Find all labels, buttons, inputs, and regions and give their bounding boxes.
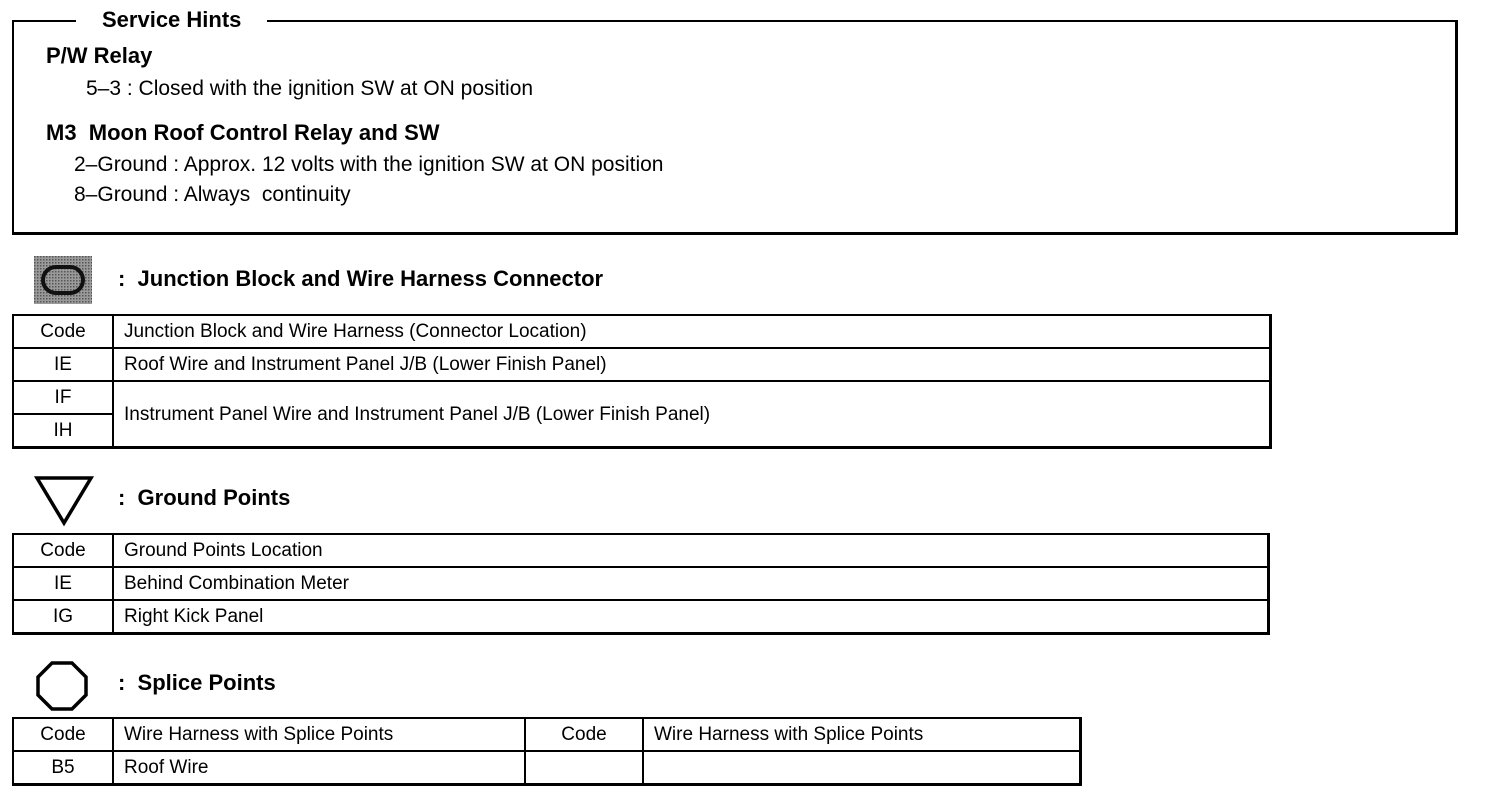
row-code: IE	[13, 567, 113, 600]
row-code-2	[525, 751, 643, 785]
splice-heading: : Splice Points	[118, 670, 276, 695]
junction-heading: : Junction Block and Wire Harness Connector	[118, 266, 604, 291]
table-header-row	[13, 718, 1081, 751]
row-location: Instrument Panel Wire and Instrument Panel J/B (Lower Finish Panel)	[113, 381, 1271, 448]
junction-block-icon	[34, 256, 92, 304]
splice-table	[12, 717, 1082, 786]
pw-relay-heading: P/W Relay	[46, 43, 153, 68]
m3-line-1: 2–Ground : Approx. 12 volts with the ignition SW at ON position	[74, 153, 664, 176]
junction-table	[12, 314, 1272, 449]
table-row	[13, 751, 1081, 785]
code-header-1: Code	[13, 718, 113, 751]
row-code-1: B5	[13, 751, 113, 785]
pw-relay-line-1: 5–3 : Closed with the ignition SW at ON position	[86, 77, 534, 100]
row-code: IF	[13, 381, 113, 414]
row-harness-2	[643, 751, 1081, 785]
table-row	[13, 381, 1271, 414]
row-code: IH	[13, 414, 113, 448]
code-header-2: Code	[525, 718, 643, 751]
table-header-row	[13, 534, 1269, 567]
ground-heading: : Ground Points	[118, 485, 291, 510]
row-location: Roof Wire and Instrument Panel J/B (Lower Finish Panel)	[113, 348, 1271, 381]
harness-header-2: Wire Harness with Splice Points	[643, 718, 1081, 751]
code-header: Code	[13, 534, 113, 567]
table-row	[13, 567, 1269, 600]
table-row	[13, 348, 1271, 381]
row-code: IG	[13, 600, 113, 634]
row-location: Behind Combination Meter	[113, 567, 1269, 600]
code-header: Code	[13, 315, 113, 348]
location-header: Junction Block and Wire Harness (Connector Location)	[113, 315, 1271, 348]
location-header: Ground Points Location	[113, 534, 1269, 567]
row-code: IE	[13, 348, 113, 381]
ground-table	[12, 533, 1270, 635]
table-header-row	[13, 315, 1271, 348]
table-row	[13, 600, 1269, 634]
m3-relay-heading: M3 Moon Roof Control Relay and SW	[46, 120, 440, 145]
harness-header-1: Wire Harness with Splice Points	[113, 718, 525, 751]
service-hints-title: Service Hints	[76, 6, 267, 34]
row-harness-1: Roof Wire	[113, 751, 525, 785]
m3-line-2: 8–Ground : Always continuity	[74, 183, 351, 206]
row-location: Right Kick Panel	[113, 600, 1269, 634]
ground-triangle-icon	[34, 474, 94, 528]
splice-octagon-icon	[34, 660, 90, 712]
